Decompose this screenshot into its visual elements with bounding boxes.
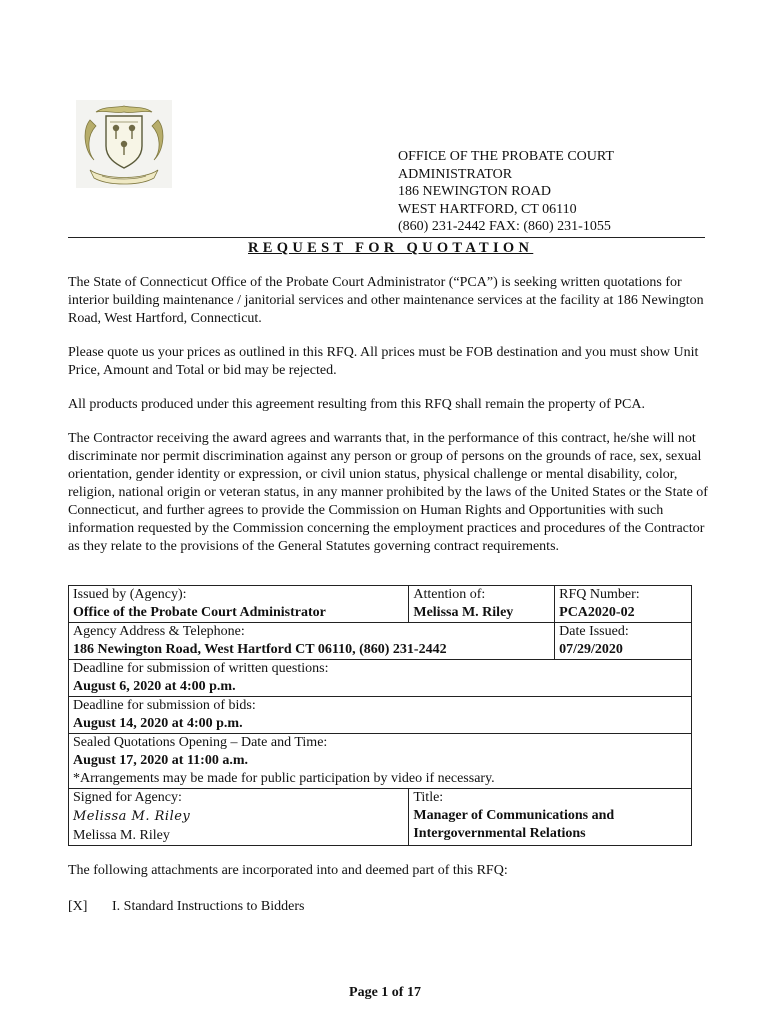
issued-by-label: Issued by (Agency): <box>73 587 187 602</box>
address-line: OFFICE OF THE PROBATE COURT <box>398 149 614 164</box>
phone-fax-line: (860) 231-2442 FAX: (860) 231-1055 <box>398 219 611 234</box>
rfq-info-table <box>68 585 692 846</box>
bids-deadline-label: Deadline for submission of bids: <box>73 698 256 713</box>
header-divider <box>68 237 705 238</box>
state-seal-icon <box>76 100 172 188</box>
address-line: 186 NEWINGTON ROAD <box>398 184 551 199</box>
pricing-paragraph: Please quote us your prices as outlined in this RFQ. All prices must be FOB destination and you must show Unit Price, Amount and Total or bid may be rejected. <box>68 345 699 378</box>
questions-deadline-label: Deadline for submission of written questions: <box>73 661 329 676</box>
address-line: ADMINISTRATOR <box>398 166 513 182</box>
property-paragraph: All products produced under this agreement resulting from this RFQ shall remain the property of PCA. <box>68 397 646 412</box>
attention-cell <box>409 586 555 623</box>
intro-paragraph: The State of Connecticut Office of the Probate Court Administrator (“PCA”) is seeking written quotations for interior building maintenance / janitorial services and other maintenance services at the facility at 186 Newington Road, West Hartford, Connecticut. <box>68 275 704 326</box>
agency-address-cell <box>69 623 555 660</box>
questions-deadline-cell <box>69 660 692 697</box>
title-value-line1: Manager of Communications and <box>413 808 615 823</box>
signed-name: Melissa M. Riley <box>73 828 170 843</box>
opening-label: Sealed Quotations Opening – Date and Time: <box>73 735 328 750</box>
signature: Melissa M. Riley <box>73 809 191 824</box>
nondiscrimination-paragraph: The Contractor receiving the award agrees and warrants that, in the performance of this contract, he/she will not discriminate nor permit discrimination against any person or group of persons on the grounds of race, sex, sexual orientation, gender identity or expression, or civil union status, physical challenge or mental disability, color, religion, national origin or veteran status, in any manner prohibited by the laws of the United States or the State of Connecticut, and further agrees to provide the Commission on Human Rights and Opportunities with such information requested by the Commission concerning the employment practices and procedures of the Contractor as they relate to the provisions of the General Statutes governing contract requirements. <box>68 431 708 554</box>
table-row <box>69 660 692 697</box>
table-row <box>69 697 692 734</box>
title-cell <box>409 789 692 846</box>
attachment-checkbox-mark: [X] <box>68 899 88 914</box>
issued-by-cell <box>69 586 409 623</box>
rfq-number-label: RFQ Number: <box>559 587 640 602</box>
title-label: Title: <box>413 790 444 805</box>
questions-deadline-value: August 6, 2020 at 4:00 p.m. <box>73 679 236 694</box>
title-value-line2: Intergovernmental Relations <box>413 826 586 841</box>
address-line: WEST HARTFORD, CT 06110 <box>398 201 577 217</box>
opening-cell <box>69 734 692 789</box>
table-row <box>69 734 692 789</box>
attachments-intro: The following attachments are incorporated into and deemed part of this RFQ: <box>68 863 508 878</box>
rfq-number-value: PCA2020-02 <box>559 605 635 620</box>
attachment-item <box>68 898 304 916</box>
page-number: Page 1 of 17 <box>349 985 421 1000</box>
agency-address-value: 186 Newington Road, West Hartford CT 06110, (860) 231-2442 <box>73 642 447 657</box>
issued-by-value: Office of the Probate Court Administrator <box>73 605 326 620</box>
document-title: REQUEST FOR QUOTATION <box>248 240 534 256</box>
bids-deadline-value: August 14, 2020 at 4:00 p.m. <box>73 716 243 731</box>
date-issued-value: 07/29/2020 <box>559 642 623 657</box>
table-row <box>69 623 692 660</box>
office-address-block <box>398 148 614 236</box>
attachment-label: I. Standard Instructions to Bidders <box>112 899 305 914</box>
agency-address-label: Agency Address & Telephone: <box>73 624 245 639</box>
attention-label: Attention of: <box>413 587 486 602</box>
opening-value: August 17, 2020 at 11:00 a.m. <box>73 753 249 768</box>
bids-deadline-cell <box>69 697 692 734</box>
attention-value: Melissa M. Riley <box>413 605 514 620</box>
signed-cell <box>69 789 409 846</box>
date-issued-label: Date Issued: <box>559 624 629 639</box>
signed-label: Signed for Agency: <box>73 790 182 805</box>
opening-note: *Arrangements may be made for public participation by video if necessary. <box>73 771 495 786</box>
table-row <box>69 789 692 846</box>
rfq-number-cell <box>555 586 692 623</box>
date-issued-cell <box>555 623 692 660</box>
table-row <box>69 586 692 623</box>
